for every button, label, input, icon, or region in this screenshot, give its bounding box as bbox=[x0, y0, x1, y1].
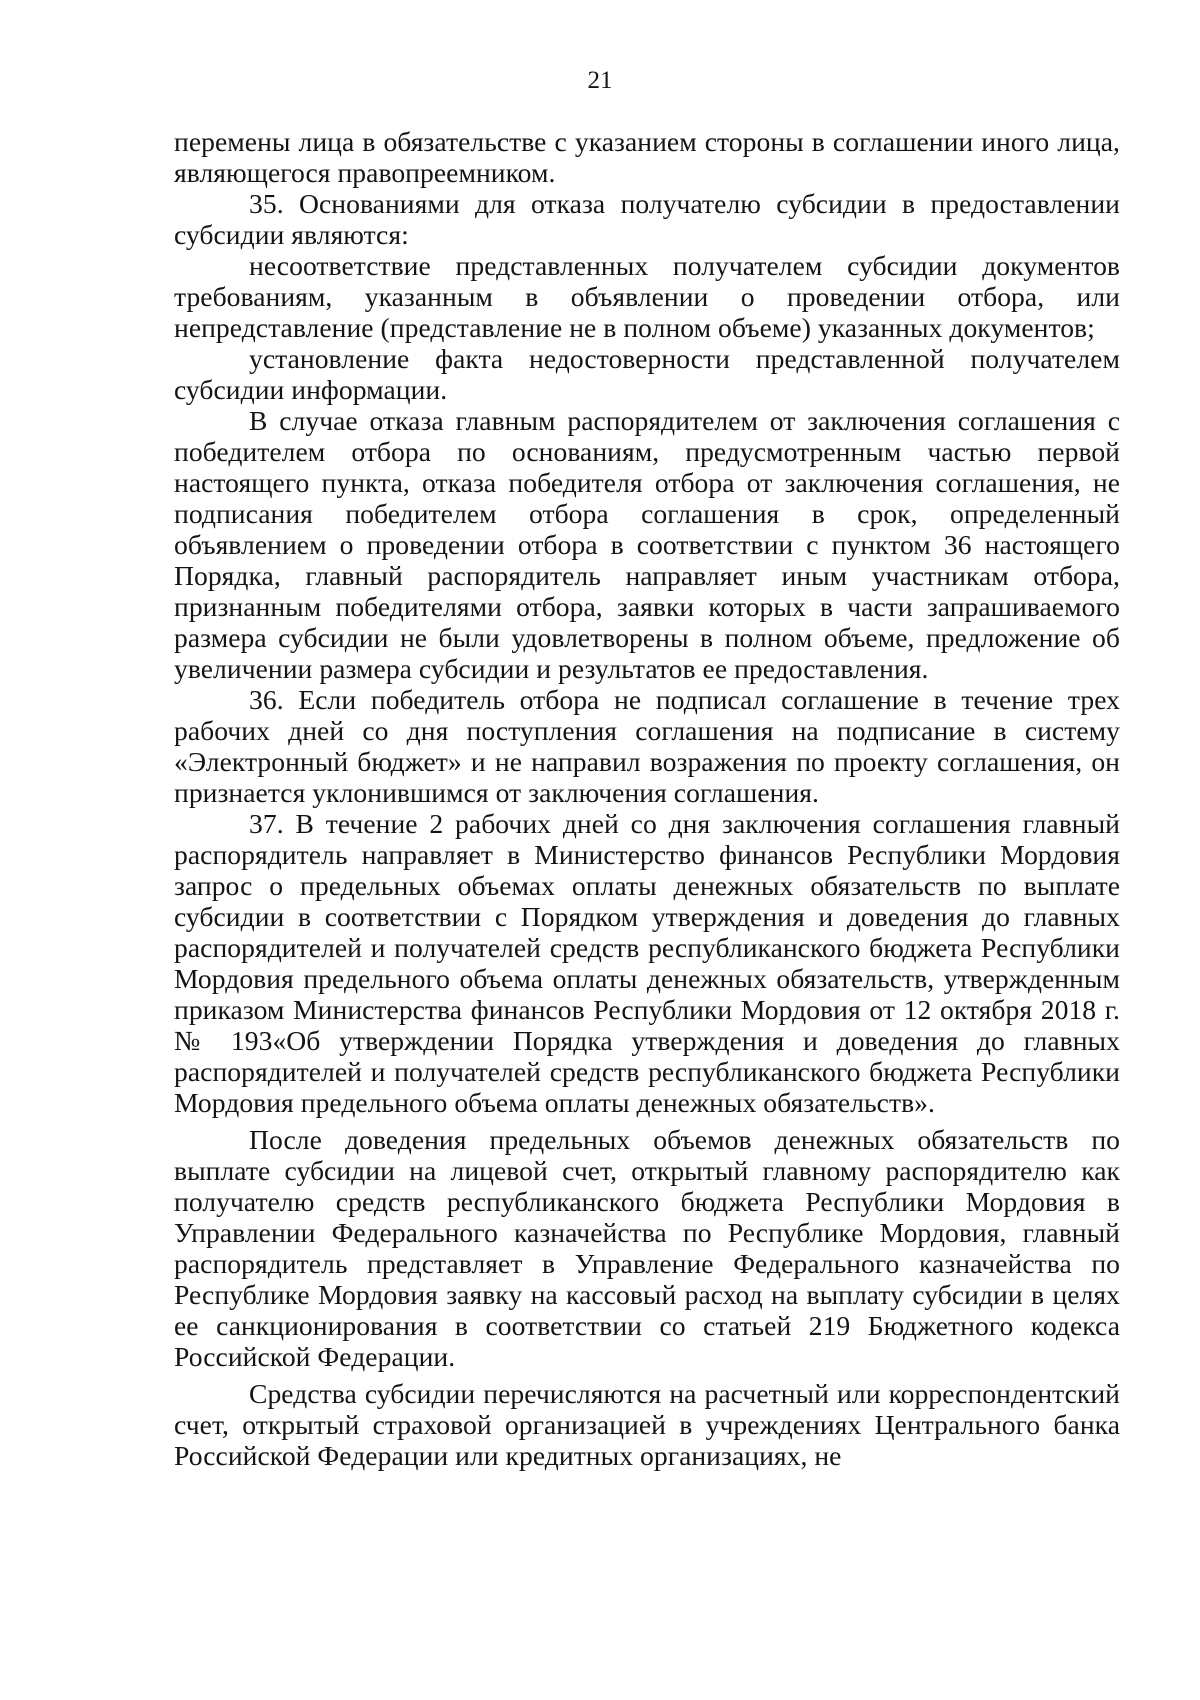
paragraph-item-36: 36. Если победитель отбора не подписал соглашение в течение трех рабочих дней со дня поступления соглашения на подписание в систему «Электронный бюджет» и не направил возражения по проекту соглашения, он признается уклонившимся от заключения соглашения. bbox=[174, 684, 1120, 808]
paragraph-funds-transfer: Средства субсидии перечисляются на расчетный или корреспондентский счет, открытый страховой организацией в учреждениях Центрального банка Российской Федерации или кредитных организациях, не bbox=[174, 1378, 1120, 1471]
page-number: 21 bbox=[587, 67, 613, 94]
paragraph-continuation: перемены лица в обязательстве с указанием стороны в соглашении иного лица, являющегося правопреемником. bbox=[174, 126, 1120, 188]
paragraph-item-35: 35. Основаниями для отказа получателю субсидии в предоставлении субсидии являются: bbox=[174, 188, 1120, 250]
paragraph-refusal-ground-documents: несоответствие представленных получателем субсидии документов требованиям, указанным в объявлении о проведении отбора, или непредставление (представление не в полном объеме) указанных документов; bbox=[174, 250, 1120, 343]
paragraph-cash-expense-request: После доведения предельных объемов денежных обязательств по выплате субсидии на лицевой счет, открытый главному распорядителю как получателю средств республиканского бюджета Республики Мордовия в Управлении Федерального казначейства по Республике Мордовия, главный распорядитель представляет в Управление Федерального казначейства по Республике Мордовия заявку на кассовый расход на выплату субсидии в целях ее санкционирования в соответствии со статьей 219 Бюджетного кодекса Российской Федерации. bbox=[174, 1124, 1120, 1372]
paragraph-refusal-ground-unreliable-info: установление факта недостоверности представленной получателем субсидии информации. bbox=[174, 343, 1120, 405]
paragraph-item-37: 37. В течение 2 рабочих дней со дня заключения соглашения главный распорядитель направляет в Министерство финансов Республики Мордовия запрос о предельных объемах оплаты денежных обязательств по выплате субсидии в соответствии с Порядком утверждения и доведения до главных распорядителей и получателей средств республиканского бюджета Республики Мордовия предельного объема оплаты денежных обязательств, утвержденным приказом Министерства финансов Республики Мордовия от 12 октября 2018 г. № 193«Об утверждении Порядка утверждения и доведения до главных распорядителей и получателей средств республиканского бюджета Республики Мордовия предельного объема оплаты денежных обязательств». bbox=[174, 808, 1120, 1118]
paragraph-refusal-case: В случае отказа главным распорядителем от заключения соглашения с победителем отбора по основаниям, предусмотренным частью первой настоящего пункта, отказа победителя отбора от заключения соглашения, не подписания победителем отбора соглашения в срок, определенный объявлением о проведении отбора в соответствии с пунктом 36 настоящего Порядка, главный распорядитель направляет иным участникам отбора, признанным победителями отбора, заявки которых в части запрашиваемого размера субсидии не были удовлетворены в полном объеме, предложение об увеличении размера субсидии и результатов ее предоставления. bbox=[174, 405, 1120, 684]
document-body bbox=[174, 126, 1120, 1471]
